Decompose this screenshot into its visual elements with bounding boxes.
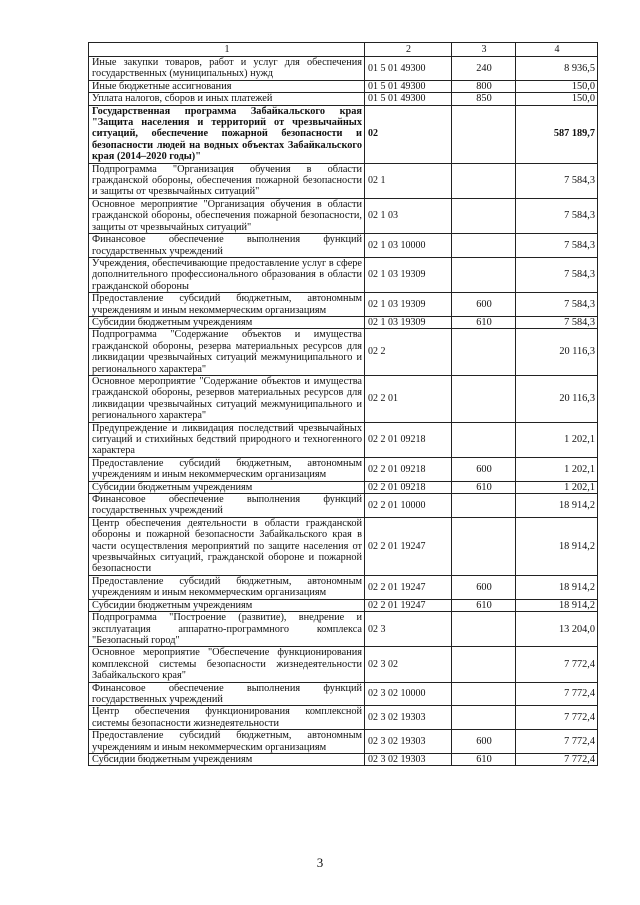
table-row — [89, 234, 598, 258]
row-amount: 1 202,1 — [516, 481, 598, 493]
row-name: Субсидии бюджетным учреждениям — [89, 753, 365, 765]
row-name: Основное мероприятие "Содержание объектов и имущества гражданской обороны, резервов материальных ресурсов для ликвидации чрезвычайных ситуаций межмуниципального и регионального характера" — [89, 375, 365, 422]
row-expense-type: 800 — [452, 80, 516, 92]
table-row — [89, 93, 598, 105]
row-code: 02 3 — [365, 612, 452, 647]
row-name: Учреждения, обеспечивающие предоставление услуг в сфере дополнительного профессионального образования в области гражданской обороны — [89, 257, 365, 292]
row-code: 02 3 02 19303 — [365, 706, 452, 730]
row-name: Центр обеспечения функционирования комплексной системы безопасности жизнедеятельности — [89, 706, 365, 730]
row-expense-type — [452, 163, 516, 198]
row-amount: 7 772,4 — [516, 647, 598, 682]
row-name: Субсидии бюджетным учреждениям — [89, 481, 365, 493]
row-expense-type — [452, 329, 516, 376]
row-amount: 20 116,3 — [516, 329, 598, 376]
row-amount: 7 584,3 — [516, 198, 598, 233]
row-code: 02 2 01 09218 — [365, 481, 452, 493]
table-row — [89, 80, 598, 92]
table-row — [89, 375, 598, 422]
row-amount: 1 202,1 — [516, 422, 598, 457]
table-row — [89, 517, 598, 575]
row-expense-type: 610 — [452, 316, 516, 328]
row-expense-type — [452, 647, 516, 682]
row-expense-type — [452, 422, 516, 457]
row-amount: 7 584,3 — [516, 316, 598, 328]
row-code: 02 3 02 19303 — [365, 753, 452, 765]
table-row — [89, 682, 598, 706]
table-row — [89, 612, 598, 647]
row-code: 02 2 01 19247 — [365, 517, 452, 575]
row-expense-type — [452, 257, 516, 292]
budget-table — [88, 42, 598, 766]
row-expense-type — [452, 612, 516, 647]
row-expense-type — [452, 517, 516, 575]
row-code: 02 2 — [365, 329, 452, 376]
row-amount: 7 584,3 — [516, 234, 598, 258]
row-amount: 587 189,7 — [516, 105, 598, 163]
table-row — [89, 575, 598, 599]
row-amount: 7 584,3 — [516, 163, 598, 198]
row-code: 02 2 01 10000 — [365, 494, 452, 518]
row-expense-type — [452, 682, 516, 706]
row-name: Предоставление субсидий бюджетным, автономным учреждениям и иным некоммерческим организациям — [89, 575, 365, 599]
table-row — [89, 647, 598, 682]
row-amount: 7 772,4 — [516, 730, 598, 754]
row-code: 02 1 — [365, 163, 452, 198]
table-row — [89, 730, 598, 754]
row-expense-type: 600 — [452, 457, 516, 481]
table-row — [89, 316, 598, 328]
row-name: Субсидии бюджетным учреждениям — [89, 316, 365, 328]
row-name: Иные закупки товаров, работ и услуг для обеспечения государственных (муниципальных) нужд — [89, 57, 365, 81]
row-name: Подпрограмма "Построение (развитие), внедрение и эксплуатация аппаратно-программного комплекса "Безопасный город" — [89, 612, 365, 647]
row-amount: 7 772,4 — [516, 706, 598, 730]
row-code: 01 5 01 49300 — [365, 93, 452, 105]
row-expense-type — [452, 234, 516, 258]
row-code: 02 2 01 09218 — [365, 422, 452, 457]
table-row — [89, 57, 598, 81]
table-row — [89, 457, 598, 481]
row-name: Финансовое обеспечение выполнения функций государственных учреждений — [89, 234, 365, 258]
row-code: 02 1 03 19309 — [365, 257, 452, 292]
row-code: 02 1 03 19309 — [365, 316, 452, 328]
table-row — [89, 257, 598, 292]
row-amount: 20 116,3 — [516, 375, 598, 422]
table-row — [89, 329, 598, 376]
row-name: Предупреждение и ликвидация последствий чрезвычайных ситуаций и стихийных бедствий природного и техногенного характера — [89, 422, 365, 457]
row-name: Предоставление субсидий бюджетным, автономным учреждениям и иным некоммерческим организациям — [89, 293, 365, 317]
row-code: 02 3 02 10000 — [365, 682, 452, 706]
row-name: Основное мероприятие "Организация обучения в области гражданской обороны, обеспечения пожарной безопасности, защиты от чрезвычайных ситуаций" — [89, 198, 365, 233]
table-row — [89, 293, 598, 317]
row-code: 02 — [365, 105, 452, 163]
header-col-1: 1 — [89, 43, 365, 57]
row-expense-type: 610 — [452, 753, 516, 765]
row-name: Финансовое обеспечение выполнения функций государственных учреждений — [89, 494, 365, 518]
table-row — [89, 494, 598, 518]
budget-table-body — [89, 43, 598, 766]
table-row — [89, 753, 598, 765]
row-amount: 8 936,5 — [516, 57, 598, 81]
row-expense-type — [452, 198, 516, 233]
table-row — [89, 422, 598, 457]
row-code: 02 2 01 — [365, 375, 452, 422]
row-amount: 150,0 — [516, 93, 598, 105]
row-code: 02 3 02 19303 — [365, 730, 452, 754]
row-name: Центр обеспечения деятельности в области гражданской обороны и пожарной безопасности Забайкальского края в части осуществления мероприятий по защите населения от чрезвычайных ситуаций, гражданской обороне и пожарной безопасности — [89, 517, 365, 575]
row-amount: 18 914,2 — [516, 575, 598, 599]
row-amount: 18 914,2 — [516, 599, 598, 611]
row-code: 02 1 03 19309 — [365, 293, 452, 317]
page-number: 3 — [316, 855, 324, 870]
row-code: 02 2 01 19247 — [365, 599, 452, 611]
row-code: 02 1 03 — [365, 198, 452, 233]
row-amount: 150,0 — [516, 80, 598, 92]
row-amount: 7 584,3 — [516, 293, 598, 317]
row-name: Предоставление субсидий бюджетным, автономным учреждениям и иным некоммерческим организациям — [89, 457, 365, 481]
row-code: 02 3 02 — [365, 647, 452, 682]
row-name: Государственная программа Забайкальского края "Защита населения и территорий от чрезвычайных ситуаций, обеспечение пожарной безопасности и безопасности людей на водных объектах Забайкальского края (2014–2020 годы)" — [89, 105, 365, 163]
row-expense-type: 600 — [452, 575, 516, 599]
table-row — [89, 706, 598, 730]
row-expense-type: 610 — [452, 599, 516, 611]
row-name: Предоставление субсидий бюджетным, автономным учреждениям и иным некоммерческим организациям — [89, 730, 365, 754]
row-expense-type: 610 — [452, 481, 516, 493]
row-expense-type: 600 — [452, 293, 516, 317]
table-row — [89, 105, 598, 163]
header-row — [89, 43, 598, 57]
row-expense-type: 600 — [452, 730, 516, 754]
row-expense-type — [452, 706, 516, 730]
row-amount: 18 914,2 — [516, 494, 598, 518]
row-amount: 13 204,0 — [516, 612, 598, 647]
row-name: Основное мероприятие "Обеспечение функционирования комплексной системы безопасности жизнедеятельности Забайкальского края" — [89, 647, 365, 682]
row-expense-type: 850 — [452, 93, 516, 105]
table-row — [89, 599, 598, 611]
table-row — [89, 481, 598, 493]
row-amount: 1 202,1 — [516, 457, 598, 481]
row-name: Финансовое обеспечение выполнения функций государственных учреждений — [89, 682, 365, 706]
row-name: Субсидии бюджетным учреждениям — [89, 599, 365, 611]
row-code: 01 5 01 49300 — [365, 80, 452, 92]
table-row — [89, 163, 598, 198]
header-col-2: 2 — [365, 43, 452, 57]
row-amount: 7 772,4 — [516, 753, 598, 765]
header-col-4: 4 — [516, 43, 598, 57]
row-expense-type — [452, 105, 516, 163]
row-amount: 18 914,2 — [516, 517, 598, 575]
row-expense-type: 240 — [452, 57, 516, 81]
row-name: Иные бюджетные ассигнования — [89, 80, 365, 92]
row-expense-type — [452, 494, 516, 518]
row-amount: 7 584,3 — [516, 257, 598, 292]
table-row — [89, 198, 598, 233]
row-code: 02 2 01 09218 — [365, 457, 452, 481]
row-code: 01 5 01 49300 — [365, 57, 452, 81]
row-name: Подпрограмма "Организация обучения в области гражданской обороны, обеспечения пожарной безопасности и защиты от чрезвычайных ситуаций" — [89, 163, 365, 198]
row-expense-type — [452, 375, 516, 422]
row-code: 02 1 03 10000 — [365, 234, 452, 258]
row-name: Уплата налогов, сборов и иных платежей — [89, 93, 365, 105]
row-name: Подпрограмма "Содержание объектов и имущества гражданской обороны, резерва материальных ресурсов для ликвидации чрезвычайных ситуаций межмуниципального и регионального характера" — [89, 329, 365, 376]
row-code: 02 2 01 19247 — [365, 575, 452, 599]
header-col-3: 3 — [452, 43, 516, 57]
row-amount: 7 772,4 — [516, 682, 598, 706]
